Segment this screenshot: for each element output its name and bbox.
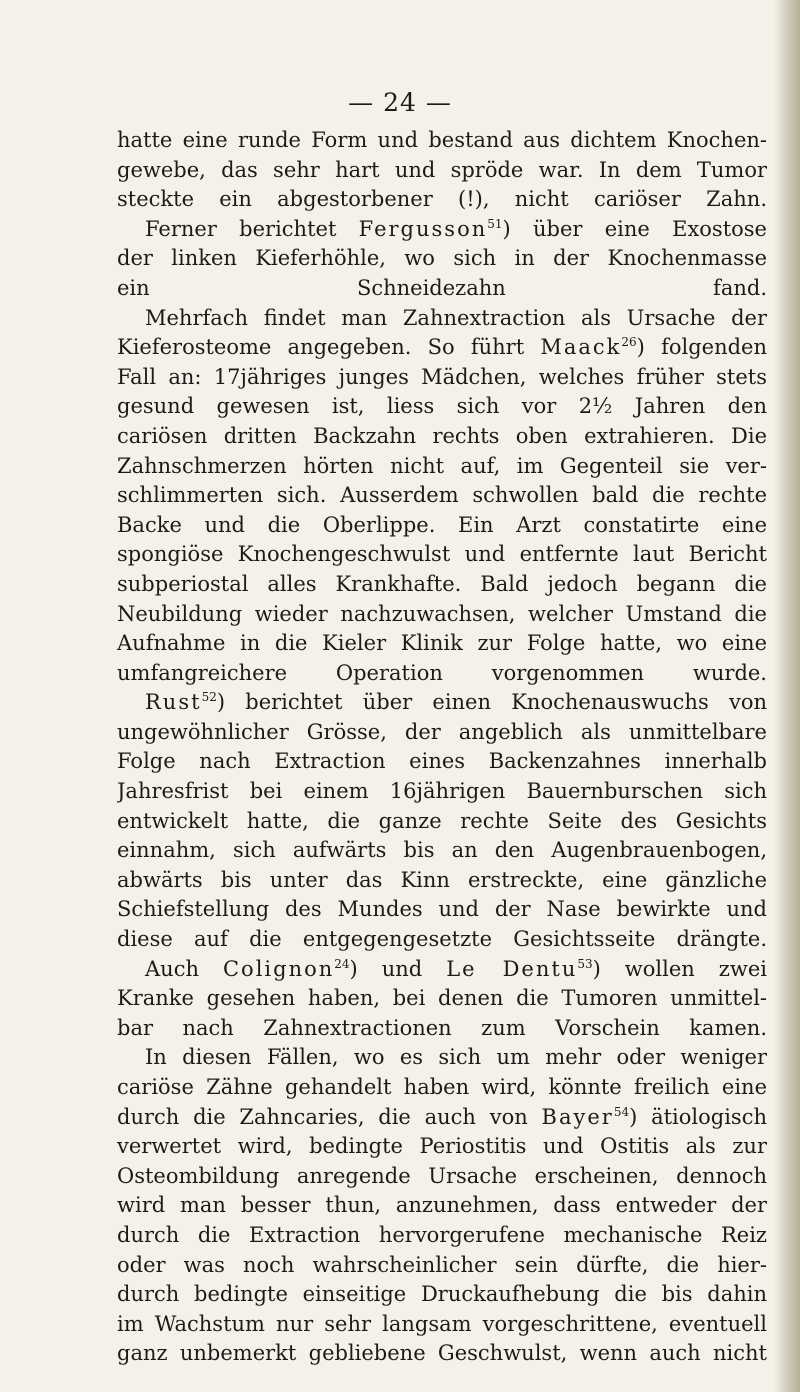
text-run: ) wollen zwei bbox=[592, 956, 767, 981]
text-run: ) folgenden bbox=[636, 335, 767, 360]
author-name: Maack bbox=[540, 335, 622, 360]
text-run: einnahm, sich aufwärts bis an den Augenbrauenbogen, bbox=[117, 838, 767, 863]
text-line bbox=[117, 126, 767, 156]
text-line bbox=[117, 392, 767, 422]
text-run: hatte eine runde Form und bestand aus dichtem Knochen- bbox=[117, 128, 767, 152]
footnote-ref: 54 bbox=[613, 1104, 630, 1119]
body-text bbox=[117, 126, 767, 1369]
text-run: bar nach Zahnextractionen zum Vorschein kamen. bbox=[117, 1015, 767, 1040]
author-name: Bayer bbox=[541, 1104, 614, 1129]
text-line bbox=[117, 1014, 767, 1044]
text-line bbox=[117, 629, 767, 659]
text-line bbox=[117, 1103, 767, 1133]
text-run: gewebe, das sehr hart und spröde war. In dem Tumor bbox=[117, 157, 767, 182]
footnote-ref: 51 bbox=[487, 216, 503, 231]
text-line bbox=[117, 1339, 767, 1369]
text-line bbox=[117, 747, 767, 777]
text-run: Kieferosteome angegeben. So führt bbox=[117, 335, 541, 360]
text-run: Jahresfrist bei einem 16jährigen Bauernburschen sich bbox=[117, 779, 767, 804]
text-line bbox=[117, 422, 767, 452]
text-line bbox=[117, 540, 767, 570]
text-run: wird man besser thun, anzunehmen, dass entweder der bbox=[117, 1193, 767, 1218]
text-run: ) berichtet über einen Knochenauswuchs von bbox=[216, 690, 767, 715]
text-line bbox=[117, 866, 767, 896]
text-line bbox=[117, 1251, 767, 1281]
text-line bbox=[117, 1191, 767, 1221]
text-run: ) über eine Exostose bbox=[502, 216, 767, 241]
text-run: cariösen dritten Backzahn rechts oben extrahieren. Die bbox=[117, 423, 767, 448]
text-run: ) und bbox=[349, 956, 447, 981]
text-line bbox=[117, 481, 767, 511]
author-name: Fergusson bbox=[358, 216, 488, 241]
text-line bbox=[117, 1310, 767, 1340]
text-line bbox=[117, 185, 767, 215]
text-line bbox=[117, 688, 767, 718]
author-name: Colignon bbox=[222, 956, 335, 981]
text-run: durch die Zahncaries, die auch von bbox=[117, 1104, 542, 1129]
text-run: Kranke gesehen haben, bei denen die Tumoren unmittel- bbox=[117, 986, 767, 1011]
text-line bbox=[117, 807, 767, 837]
author-name: Le Dentu bbox=[446, 956, 578, 981]
text-run: abwärts bis unter das Kinn erstreckte, eine gänzliche bbox=[117, 867, 767, 892]
text-run: Mehrfach findet man Zahnextraction als Ursache der bbox=[145, 305, 767, 330]
text-run: steckte ein abgestorbener (!), nicht cariöser Zahn. bbox=[117, 187, 767, 212]
text-line bbox=[117, 955, 767, 985]
author-name: Rust bbox=[145, 690, 202, 715]
text-line bbox=[117, 925, 767, 955]
text-run: Fall an: 17jähriges junges Mädchen, welches früher stets bbox=[117, 364, 767, 389]
text-run: spongiöse Knochengeschwulst und entfernte laut Bericht bbox=[117, 542, 767, 567]
text-run: Backe und die Oberlippe. Ein Arzt constatirte eine bbox=[117, 512, 767, 537]
text-line bbox=[117, 244, 767, 274]
text-run: Neubildung wieder nachzuwachsen, welcher Umstand die bbox=[117, 601, 767, 626]
text-line bbox=[117, 333, 767, 363]
page-number: — 24 — bbox=[348, 88, 452, 117]
text-line bbox=[117, 156, 767, 186]
text-run: Aufnahme in die Kieler Klinik zur Folge hatte, wo eine bbox=[117, 631, 767, 656]
text-run: Auch bbox=[145, 956, 223, 981]
text-line bbox=[117, 600, 767, 630]
text-run: Osteombildung anregende Ursache erscheinen, dennoch bbox=[117, 1163, 767, 1188]
footnote-ref: 26 bbox=[621, 335, 637, 350]
text-run: umfangreichere Operation vorgenommen wurde. bbox=[117, 660, 767, 685]
text-line bbox=[117, 895, 767, 925]
text-run: ) ätiologisch bbox=[629, 1104, 767, 1129]
text-run: Zahnschmerzen hörten nicht auf, im Gegenteil sie ver- bbox=[117, 453, 767, 478]
text-run: durch die Extraction hervorgerufene mechanische Reiz bbox=[117, 1222, 767, 1247]
text-run: Schiefstellung des Mundes und der Nase bewirkte und bbox=[117, 897, 767, 922]
text-run: In diesen Fällen, wo es sich um mehr oder weniger bbox=[145, 1045, 767, 1070]
text-line bbox=[117, 363, 767, 393]
text-line bbox=[117, 1132, 767, 1162]
text-line bbox=[117, 1073, 767, 1103]
text-line bbox=[117, 836, 767, 866]
text-line bbox=[117, 1162, 767, 1192]
text-run: diese auf die entgegengesetzte Gesichtsseite drängte. bbox=[117, 927, 767, 952]
text-run: schlimmerten sich. Ausserdem schwollen bald die rechte bbox=[117, 483, 767, 508]
text-line bbox=[117, 777, 767, 807]
text-line bbox=[117, 1221, 767, 1251]
footnote-ref: 52 bbox=[201, 690, 217, 705]
footnote-ref: 53 bbox=[577, 956, 593, 971]
text-run: entwickelt hatte, die ganze rechte Seite des Gesichts bbox=[117, 808, 767, 833]
text-line bbox=[117, 1280, 767, 1310]
text-run: im Wachstum nur sehr langsam vorgeschrittene, eventuell bbox=[117, 1311, 767, 1336]
text-run: der linken Kieferhöhle, wo sich in der Knochenmasse bbox=[117, 246, 767, 271]
text-run: gesund gewesen ist, liess sich vor 2½ Jahren den bbox=[117, 394, 767, 419]
text-line bbox=[117, 718, 767, 748]
page-edge-shadow bbox=[774, 0, 800, 1392]
text-run: Ferner berichtet bbox=[145, 216, 359, 241]
text-line bbox=[117, 511, 767, 541]
text-run: verwertet wird, bedingte Periostitis und Ostitis als zur bbox=[117, 1134, 767, 1159]
text-run: Folge nach Extraction eines Backenzahnes innerhalb bbox=[117, 749, 767, 774]
text-run: ein Schneidezahn fand. bbox=[117, 275, 767, 300]
text-line bbox=[117, 274, 767, 304]
footnote-ref: 24 bbox=[334, 956, 350, 971]
text-line bbox=[117, 984, 767, 1014]
text-run: ganz unbemerkt gebliebene Geschwulst, wenn auch nicht bbox=[117, 1341, 767, 1366]
text-run: durch bedingte einseitige Druckaufhebung die bis dahin bbox=[117, 1282, 767, 1307]
text-run: oder was noch wahrscheinlicher sein dürfte, die hier- bbox=[117, 1252, 767, 1277]
text-line bbox=[117, 659, 767, 689]
text-run: cariöse Zähne gehandelt haben wird, könnte freilich eine bbox=[117, 1075, 767, 1099]
text-line bbox=[117, 570, 767, 600]
text-line bbox=[117, 1043, 767, 1073]
text-run: subperiostal alles Krankhafte. Bald jedoch begann die bbox=[117, 571, 767, 596]
text-line bbox=[117, 452, 767, 482]
text-line bbox=[117, 304, 767, 334]
text-run: ungewöhnlicher Grösse, der angeblich als unmittelbare bbox=[117, 719, 767, 744]
text-line bbox=[117, 215, 767, 245]
